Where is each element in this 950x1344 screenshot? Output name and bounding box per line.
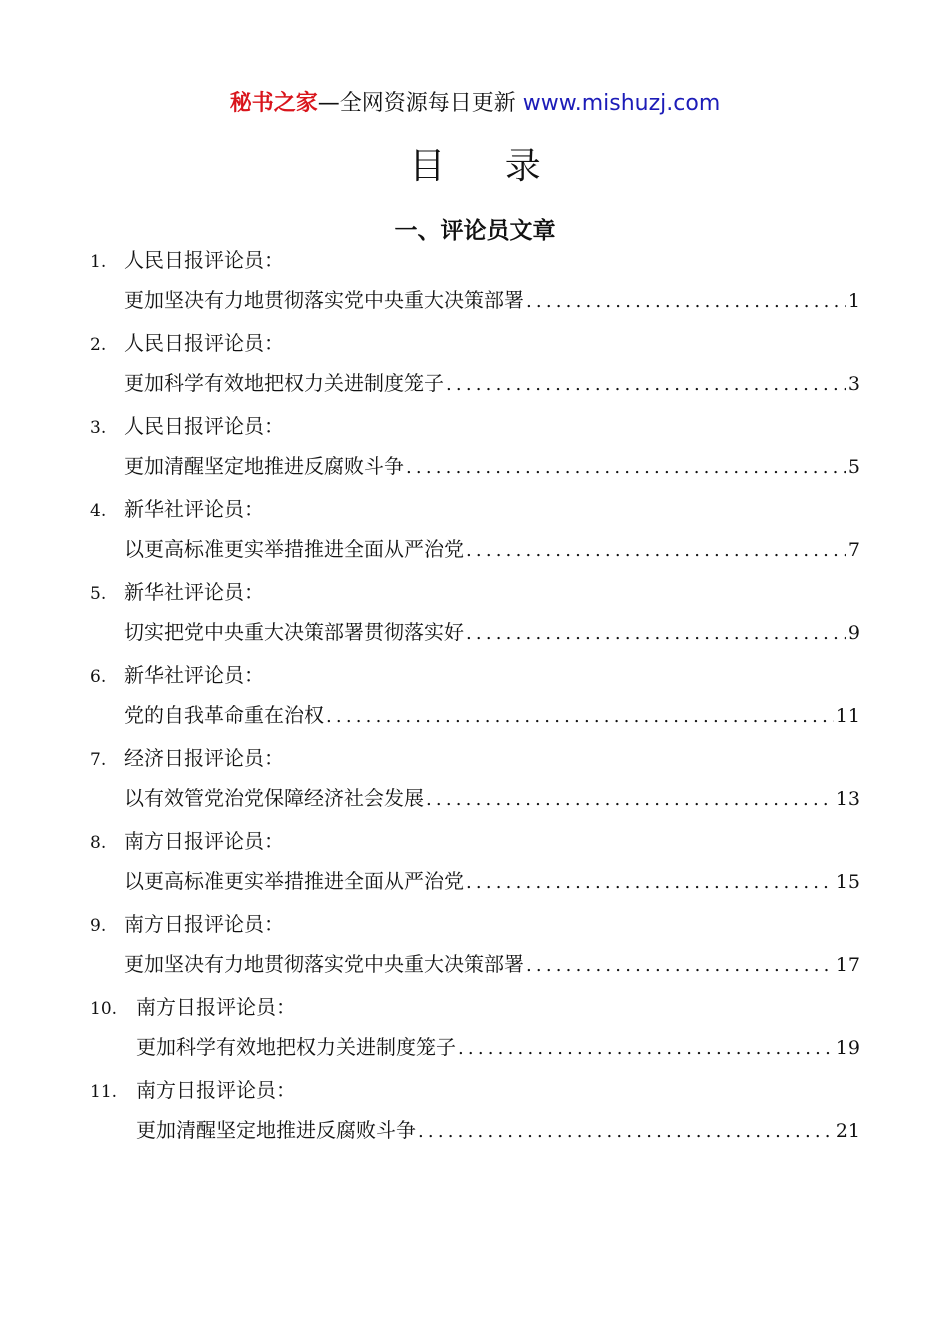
entry-number: 9. [90, 916, 107, 936]
entry-title[interactable]: 党的自我革命重在治权 [124, 703, 324, 727]
toc-entry[interactable] [90, 989, 860, 1072]
toc-entry[interactable] [90, 242, 860, 325]
entry-source: 南方日报评论员： [124, 912, 284, 936]
entry-number: 8. [90, 833, 107, 853]
entry-number: 7. [90, 750, 107, 770]
page-title: 目 录 [409, 146, 565, 187]
entry-title[interactable]: 以有效管党治党保障经济社会发展 [124, 786, 424, 810]
entry-title[interactable]: 以更高标准更实举措推进全面从严治党 [124, 869, 464, 893]
entry-number: 2. [90, 335, 107, 355]
entry-page-number: 13 [835, 788, 860, 810]
site-url-link[interactable]: www.mishuzj.com [522, 91, 721, 116]
toc-entry[interactable] [90, 574, 860, 657]
entry-page-number: 1 [847, 290, 860, 312]
section-heading: 一、评论员文章 [394, 218, 556, 244]
entry-source: 南方日报评论员： [136, 1078, 296, 1102]
entry-number: 6. [90, 667, 107, 687]
entry-page-number: 3 [847, 373, 860, 395]
entry-title[interactable]: 以更高标准更实举措推进全面从严治党 [124, 537, 464, 561]
dot-leader [526, 284, 846, 320]
toc-entry[interactable] [90, 906, 860, 989]
toc-entry[interactable] [90, 408, 860, 491]
table-of-contents [90, 242, 860, 1155]
entry-title[interactable]: 更加清醒坚定地推进反腐败斗争 [136, 1118, 416, 1142]
entry-source: 新华社评论员： [124, 580, 264, 604]
toc-entry[interactable] [90, 1072, 860, 1155]
dot-leader [526, 948, 834, 984]
entry-title[interactable]: 更加坚决有力地贯彻落实党中央重大决策部署 [124, 952, 524, 976]
entry-number: 4. [90, 501, 107, 521]
entry-page-number: 9 [847, 622, 860, 644]
dot-leader [418, 1114, 834, 1150]
entry-number: 11. [90, 1082, 118, 1102]
entry-page-number: 19 [835, 1037, 860, 1059]
dot-leader [446, 367, 846, 403]
brand-name: 秘书之家 [229, 91, 318, 116]
entry-source: 新华社评论员： [124, 663, 264, 687]
dot-leader [326, 699, 834, 735]
entry-source: 人民日报评论员： [124, 331, 284, 355]
entry-page-number: 11 [835, 705, 860, 727]
entry-page-number: 15 [835, 871, 860, 893]
entry-number: 5. [90, 584, 107, 604]
toc-entry[interactable] [90, 823, 860, 906]
dot-leader [466, 533, 846, 569]
entry-title[interactable]: 更加科学有效地把权力关进制度笼子 [136, 1035, 456, 1059]
entry-page-number: 17 [835, 954, 860, 976]
entry-title[interactable]: 更加清醒坚定地推进反腐败斗争 [124, 454, 404, 478]
entry-source: 人民日报评论员： [124, 414, 284, 438]
entry-page-number: 5 [847, 456, 860, 478]
entry-title[interactable]: 更加坚决有力地贯彻落实党中央重大决策部署 [124, 288, 524, 312]
entry-source: 人民日报评论员： [124, 248, 284, 272]
toc-entry[interactable] [90, 491, 860, 574]
entry-source: 新华社评论员： [124, 497, 264, 521]
entry-source: 南方日报评论员： [124, 829, 284, 853]
entry-number: 3. [90, 418, 107, 438]
entry-title[interactable]: 切实把党中央重大决策部署贯彻落实好 [124, 620, 464, 644]
site-banner [0, 86, 950, 122]
entry-number: 10. [90, 999, 118, 1019]
entry-source: 南方日报评论员： [136, 995, 296, 1019]
entry-page-number: 21 [835, 1120, 860, 1142]
toc-entry[interactable] [90, 657, 860, 740]
entry-number: 1. [90, 252, 107, 272]
toc-entry[interactable] [90, 325, 860, 408]
dot-leader [458, 1031, 834, 1067]
dot-leader [466, 616, 846, 652]
dot-leader [426, 782, 834, 818]
toc-entry[interactable] [90, 740, 860, 823]
dot-leader [406, 450, 846, 486]
entry-page-number: 7 [847, 539, 860, 561]
dot-leader [466, 865, 834, 901]
entry-source: 经济日报评论员： [124, 746, 284, 770]
banner-slogan: —全网资源每日更新 [317, 91, 523, 116]
entry-title[interactable]: 更加科学有效地把权力关进制度笼子 [124, 371, 444, 395]
